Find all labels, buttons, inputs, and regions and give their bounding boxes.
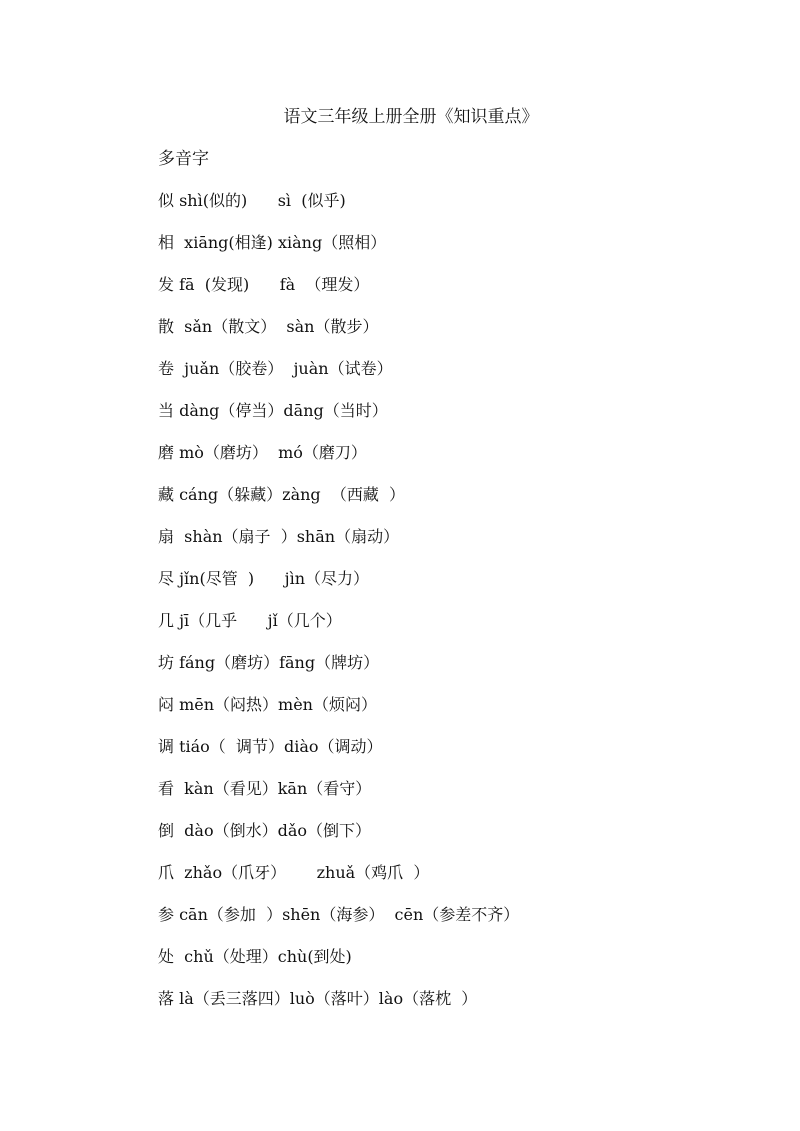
page-title: 语文三年级上册全册《知识重点》	[283, 107, 539, 127]
list-item: 相 xiāng(相逢) xiàng（照相）	[158, 233, 387, 252]
list-item: 落 là（丢三落四）luò（落叶）lào（落枕 ）	[158, 989, 478, 1008]
list-item: 磨 mò（磨坊） mó（磨刀）	[158, 443, 367, 462]
list-item: 藏 cáng（躲藏）zàng （西藏 ）	[158, 485, 405, 504]
list-item: 发 fā (发现) fà （理发）	[158, 275, 370, 294]
list-item: 扇 shàn（扇子 ）shān（扇动）	[158, 527, 400, 546]
list-item: 似 shì(似的) sì (似乎)	[158, 191, 346, 210]
list-item: 爪 zhǎo（爪牙） zhuǎ（鸡爪 ）	[158, 863, 430, 882]
list-item: 闷 mēn（闷热）mèn（烦闷）	[158, 695, 377, 714]
list-item: 几 jī（几乎 jǐ（几个）	[158, 611, 342, 630]
polyphonic-character-list	[158, 188, 519, 1028]
section-heading: 多音字	[158, 149, 209, 169]
list-item: 尽 jǐn(尽管 ) jìn（尽力）	[158, 569, 370, 588]
list-item: 卷 juǎn（胶卷） juàn（试卷）	[158, 359, 393, 378]
list-item: 参 cān（参加 ）shēn（海参） cēn（参差不齐）	[158, 905, 520, 924]
list-item: 散 sǎn（散文） sàn（散步）	[158, 317, 379, 336]
list-item: 当 dàng（停当）dāng（当时）	[158, 401, 388, 420]
list-item: 坊 fáng（磨坊）fāng（牌坊）	[158, 653, 380, 672]
list-item: 处 chǔ（处理）chù(到处)	[158, 947, 352, 966]
list-item: 倒 dào（倒水）dǎo（倒下）	[158, 821, 372, 840]
list-item: 调 tiáo（ 调节）diào（调动）	[158, 737, 383, 756]
list-item: 看 kàn（看见）kān（看守）	[158, 779, 372, 798]
